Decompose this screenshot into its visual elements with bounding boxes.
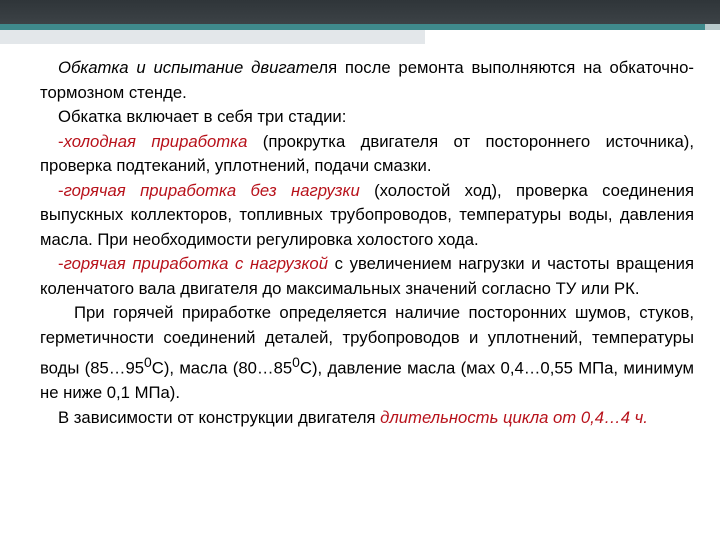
hot-checks-a: При горячей приработке определяется наличие посторонних шумов, стуков, герметичности соединений деталей, трубопроводов и уплотнений, температуры воды (85…95 <box>40 303 694 378</box>
header-accent-bar-end <box>705 24 720 30</box>
hot-no-load-term: горячая приработка без нагрузки <box>63 180 360 200</box>
stages-text: Обкатка включает в себя три стадии: <box>58 107 347 126</box>
hot-checks-c: С), давление масла (мах 0,4…0,55 МПа, минимум не ниже 0,1 МПа). <box>40 358 695 403</box>
paragraph-stages <box>40 105 694 130</box>
hot-checks-b: С), масла (80…85 <box>151 358 293 378</box>
hot-load-term: горячая приработка с нагрузкой <box>63 254 328 273</box>
slide-body <box>40 56 694 430</box>
dash-marker: - <box>58 131 64 151</box>
degree-sup: 0 <box>144 354 152 370</box>
intro-rest: еля после ремонта выполняются на обкаточно-тормозном стенде. <box>40 58 694 102</box>
hot-no-load-desc: (холостой ход), проверка соединения выпускных коллекторов, топливных трубопроводов, температуры воды, давления масла. При необходимости регулировка холостого хода. <box>40 180 695 249</box>
paragraph-intro <box>40 56 694 105</box>
cold-break-in-term: холодная приработка <box>63 131 248 151</box>
intro-italic: Обкатка и испытание двигат <box>58 58 310 77</box>
paragraph-hot-checks <box>40 301 694 406</box>
duration-term: длительность цикла от 0,4…4 ч. <box>380 407 648 427</box>
header-dark-bar <box>0 0 720 24</box>
duration-a: В зависимости от конструкции двигателя <box>58 407 381 427</box>
degree-sup: 0 <box>292 354 300 370</box>
paragraph-cold-break-in <box>40 130 694 179</box>
dash-marker: - <box>58 254 64 273</box>
hot-load-desc: с увеличением нагрузки и частоты вращения коленчатого вала двигателя до максимальных значений согласно ТУ или РК. <box>40 254 694 298</box>
cold-break-in-desc: (прокрутка двигателя от постороннего источника), проверка подтеканий, уплотнений, подачи смазки. <box>40 131 694 175</box>
paragraph-hot-no-load <box>40 179 694 253</box>
dash-marker: - <box>58 180 64 200</box>
header-light-bar <box>0 30 425 44</box>
paragraph-hot-load <box>40 252 694 301</box>
paragraph-duration <box>40 406 694 431</box>
